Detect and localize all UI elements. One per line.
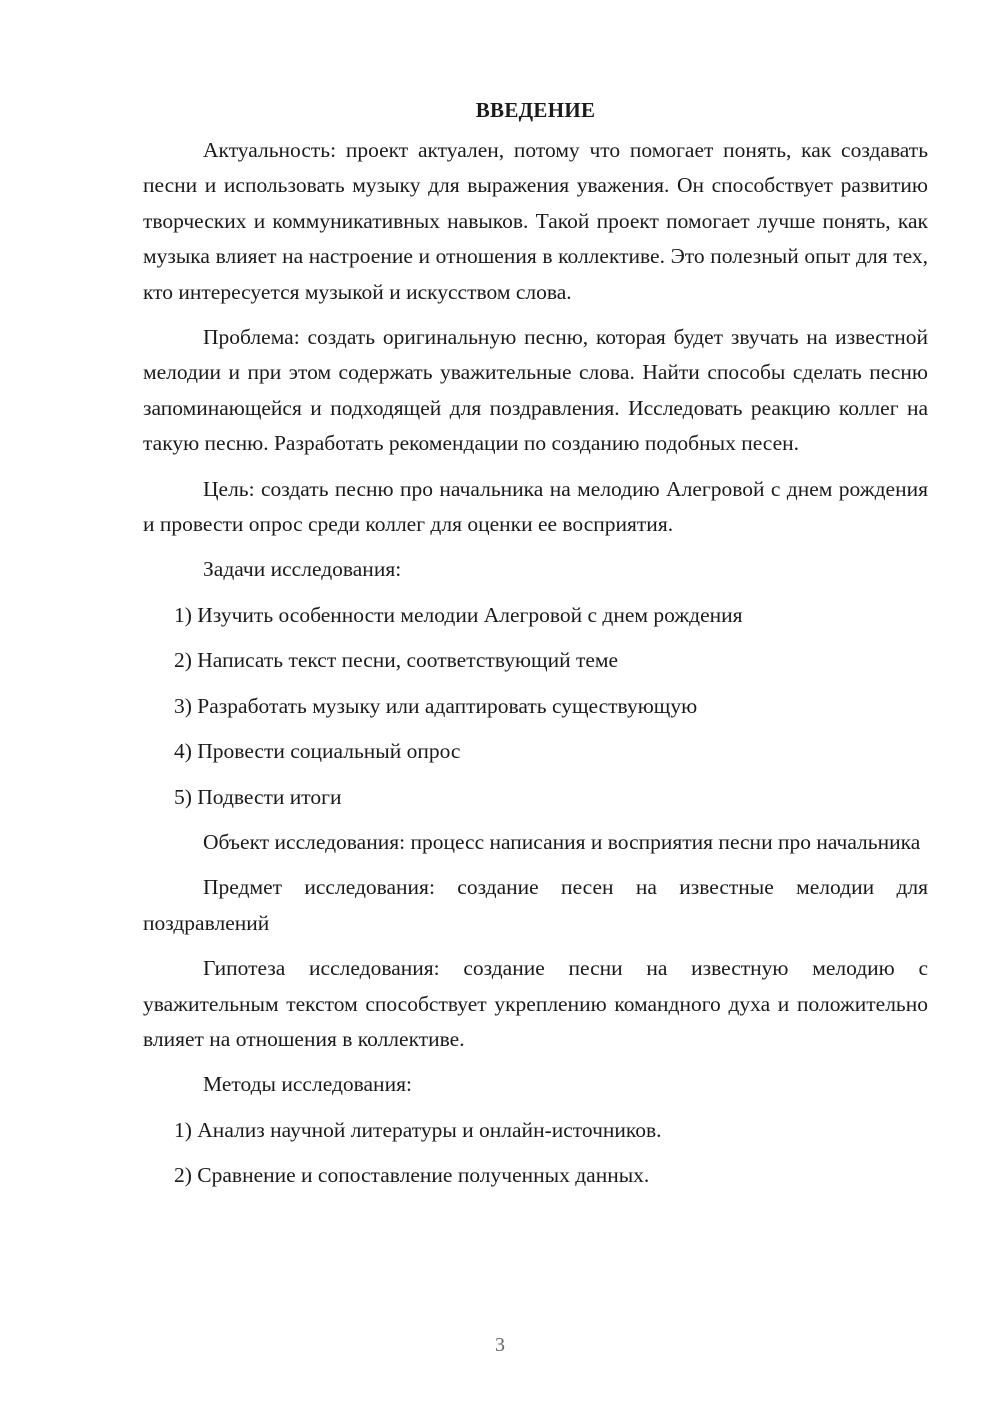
- method-item: 1) Анализ научной литературы и онлайн-источников.: [174, 1117, 662, 1142]
- problem-paragraph: Проблема: создать оригинальную песню, которая будет звучать на известной мелодии и при этом содержать уважительные слова. Найти способы сделать песню запоминающейся и подходящей для поздравления. Исследовать реакцию коллег на такую песню. Разработать рекомендации по созданию подобных песен.: [143, 325, 928, 456]
- tasks-heading: Задачи исследования:: [203, 557, 402, 582]
- task-item: 5) Подвести итоги: [174, 784, 342, 809]
- method-item: 2) Сравнение и сопоставление полученных данных.: [174, 1163, 650, 1188]
- document-page: [143, 95, 928, 1204]
- object-paragraph: Объект исследования: процесс написания и восприятия песни про начальника: [203, 829, 921, 854]
- methods-heading: Методы исследования:: [203, 1072, 412, 1097]
- task-item: 4) Провести социальный опрос: [174, 739, 461, 764]
- task-item: 1) Изучить особенности мелодии Алегровой с днем рождения: [174, 602, 743, 627]
- task-item: 2) Написать текст песни, соответствующий теме: [174, 648, 619, 673]
- subject-paragraph: Предмет исследования: создание песен на известные мелодии для поздравлений: [143, 875, 928, 935]
- page-number: 3: [495, 1334, 505, 1356]
- goal-paragraph: Цель: создать песню про начальника на мелодию Алегровой с днем рождения и провести опрос среди коллег для оценки ее восприятия.: [143, 476, 928, 537]
- task-item: 3) Разработать музыку или адаптировать существующую: [174, 693, 698, 718]
- methods-list: [143, 1113, 928, 1194]
- hypothesis-paragraph: Гипотеза исследования: создание песни на известную мелодию с уважительным текстом способствует укреплению командного духа и положительно влияет на отношения в коллективе.: [143, 956, 928, 1051]
- tasks-list: [143, 598, 928, 815]
- section-title: ВВЕДЕНИЕ: [475, 98, 596, 122]
- relevance-paragraph: Актуальность: проект актуален, потому что помогает понять, как создавать песни и использовать музыку для выражения уважения. Он способствует развитию творческих и коммуникативных навыков. Такой проект помогает лучше понять, как музыка влияет на настроение и отношения в коллективе. Это полезный опыт для тех, кто интересуется музыкой и искусством слова.: [143, 138, 928, 304]
